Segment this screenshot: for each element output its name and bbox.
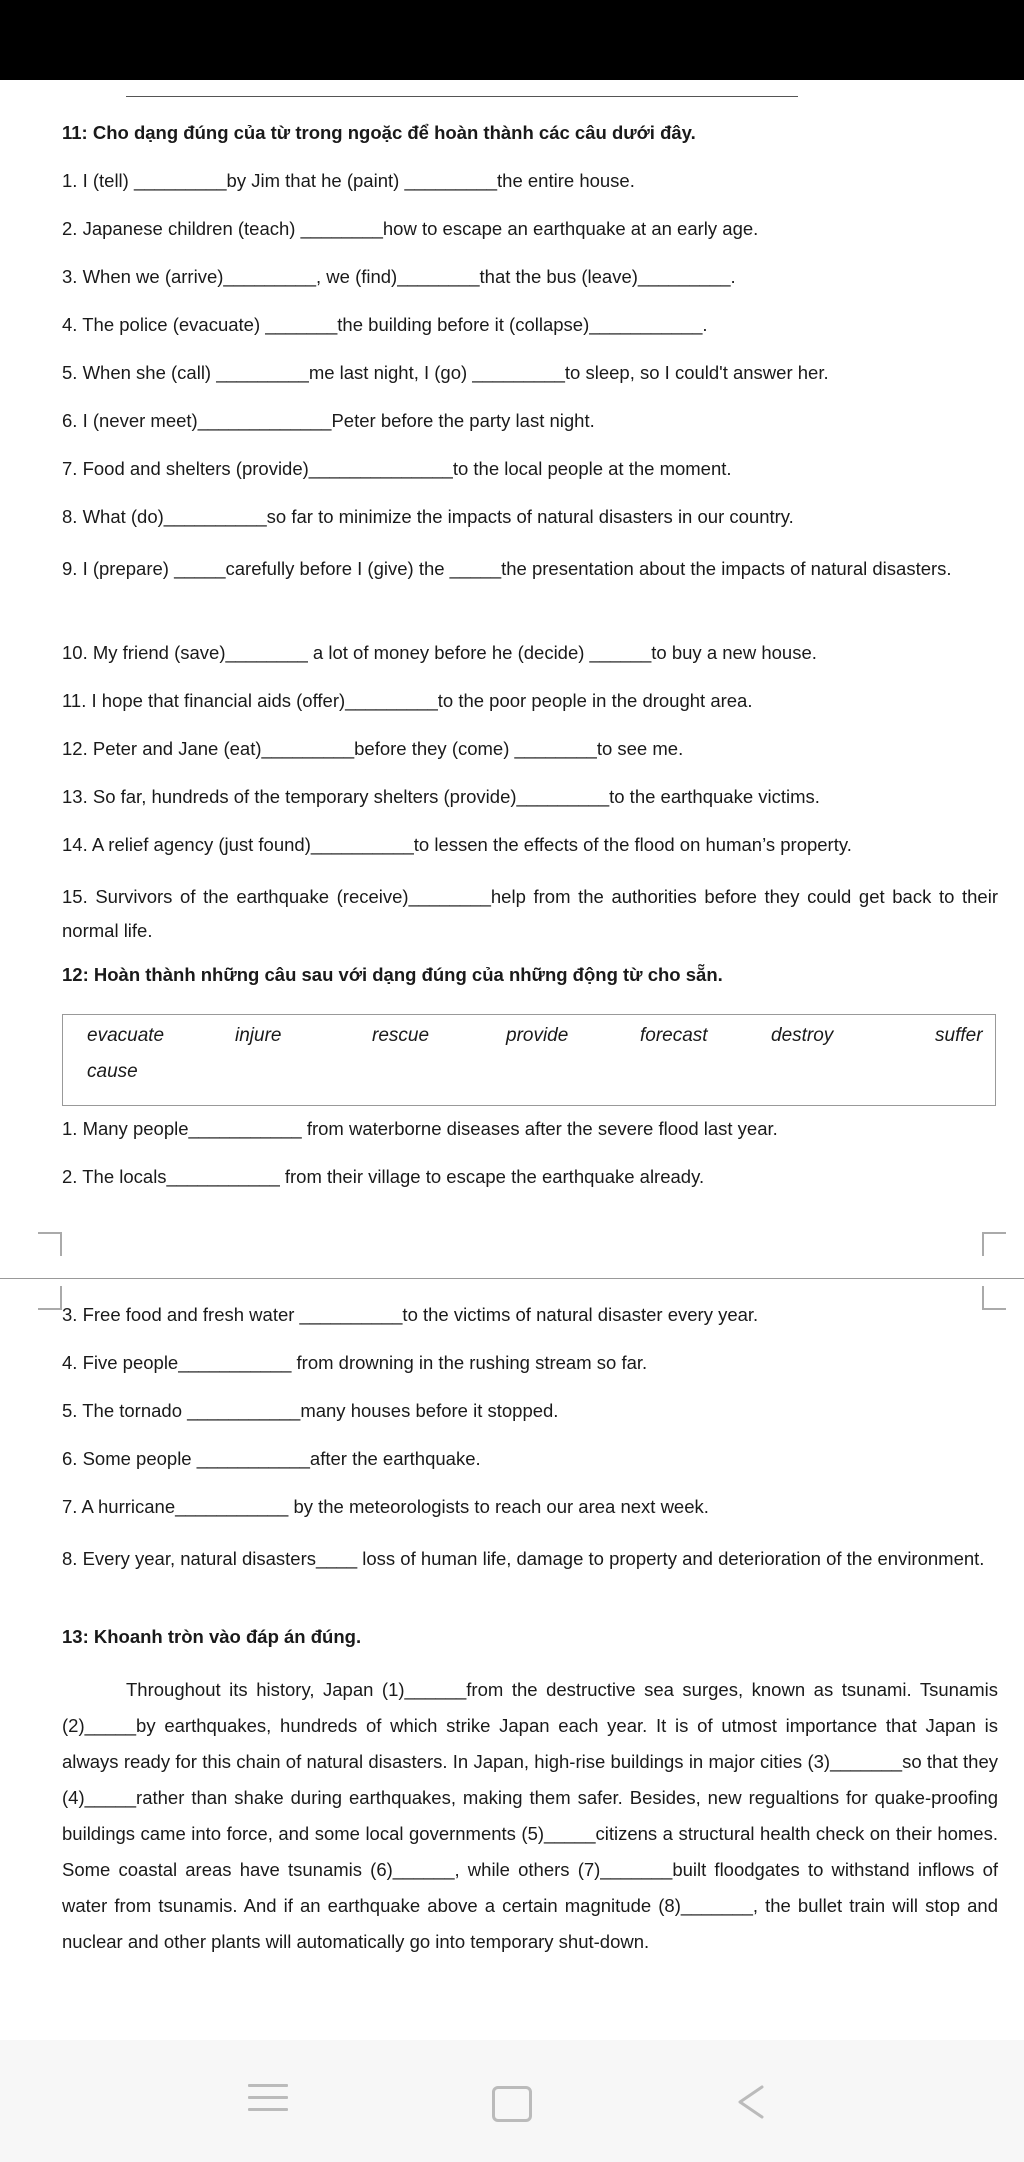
worksheet-page-2 xyxy=(62,1302,998,1960)
exercise-11-item: 2. Japanese children (teach) ________how to escape an earthquake at an early age. xyxy=(62,218,759,239)
exercise-11-item: 1. I (tell) _________by Jim that he (paint) _________the entire house. xyxy=(62,170,635,191)
exercise-11-item: 9. I (prepare) _____carefully before I (give) the _____the presentation about the impacts of natural disasters. xyxy=(62,558,952,579)
exercise-11-item: 6. I (never meet)_____________Peter before the party last night. xyxy=(62,410,595,431)
word-bank-item: destroy xyxy=(771,1025,834,1046)
exercise-11-item: 5. When she (call) _________me last night, I (go) _________to sleep, so I could't answer her. xyxy=(62,362,829,383)
section-12-heading: 12: Hoàn thành những câu sau với dạng đúng của những động từ cho sẵn. xyxy=(62,964,723,985)
menu-icon-bar xyxy=(248,2108,288,2111)
word-bank-item: forecast xyxy=(640,1025,708,1046)
menu-icon-bar xyxy=(248,2096,288,2099)
menu-icon[interactable] xyxy=(248,2084,288,2120)
section-11-heading: 11: Cho dạng đúng của từ trong ngoặc để hoàn thành các câu dưới đây. xyxy=(62,122,696,143)
menu-icon-bar xyxy=(248,2084,288,2087)
exercise-11-item: 15. Survivors of the earthquake (receive)________help from the authorities before they could get back to their normal life. xyxy=(62,886,998,941)
word-bank-item: suffer xyxy=(935,1025,983,1046)
exercise-11-item: 14. A relief agency (just found)__________to lessen the effects of the flood on human’s property. xyxy=(62,834,852,855)
page-separator xyxy=(0,1278,1024,1279)
exercise-12-item: 5. The tornado ___________many houses before it stopped. xyxy=(62,1400,559,1421)
page-corner-mark xyxy=(38,1286,62,1310)
exercise-12-item: 2. The locals___________ from their village to escape the earthquake already. xyxy=(62,1166,705,1187)
worksheet-page-1 xyxy=(62,120,998,1010)
exercise-11-item: 11. I hope that financial aids (offer)_________to the poor people in the drought area. xyxy=(62,690,753,711)
page-corner-mark xyxy=(38,1232,62,1256)
exercise-12-item: 8. Every year, natural disasters____ loss of human life, damage to property and deterioration of the environment. xyxy=(62,1548,985,1569)
exercise-12-item: 6. Some people ___________after the earthquake. xyxy=(62,1448,481,1469)
reading-passage xyxy=(62,1672,998,1960)
word-bank-item: provide xyxy=(506,1025,569,1046)
word-bank-item: injure xyxy=(235,1025,282,1046)
exercise-11-item: 10. My friend (save)________ a lot of money before he (decide) ______to buy a new house. xyxy=(62,642,817,663)
back-icon[interactable] xyxy=(736,2084,766,2125)
word-bank-item: cause xyxy=(87,1061,138,1082)
page-corner-mark xyxy=(982,1232,1006,1256)
exercise-11-item: 8. What (do)__________so far to minimize the impacts of natural disasters in our country. xyxy=(62,506,794,527)
exercise-11-item: 3. When we (arrive)_________, we (find)________that the bus (leave)_________. xyxy=(62,266,736,287)
exercise-12-item: 7. A hurricane___________ by the meteorologists to reach our area next week. xyxy=(62,1496,709,1517)
home-icon[interactable] xyxy=(492,2086,532,2122)
section-13-heading: 13: Khoanh tròn vào đáp án đúng. xyxy=(62,1626,362,1647)
header-rule xyxy=(126,96,798,97)
section-12-items-page-1 xyxy=(62,1116,998,1212)
word-bank-item: rescue xyxy=(372,1025,430,1046)
word-bank-item: evacuate xyxy=(87,1025,165,1046)
exercise-11-item: 4. The police (evacuate) _______the building before it (collapse)___________. xyxy=(62,314,708,335)
exercise-11-item: 12. Peter and Jane (eat)_________before they (come) ________to see me. xyxy=(62,738,684,759)
exercise-11-item: 7. Food and shelters (provide)______________to the local people at the moment. xyxy=(62,458,732,479)
passage-text: Throughout its history, Japan (1)______from the destructive sea surges, known as tsunami. Tsunamis (2)_____by earthquakes, hundreds of which strike Japan each year. It is of utmost importance that Japan is always ready for this chain of natural disasters. In Japan, high-rise buildings in major cities (3)_______so that they (4)_____rather than shake during earthquakes, making them safer. Besides, new regualtions for quake-proofing buildings came into force, and some local governments (5)_____citizens a structural health check on their homes. Some coastal areas have tsunamis (6)______, while others (7)_______built floodgates to withstand inflows of water from tsunamis. And if an earthquake above a certain magnitude (8)_______, the bullet train will stop and nuclear and other plants will automatically go into temporary shut-down. xyxy=(62,1679,998,1952)
exercise-11-item: 13. So far, hundreds of the temporary shelters (provide)_________to the earthquake victims. xyxy=(62,786,820,807)
top-black-bar xyxy=(0,0,1024,80)
exercise-12-item: 4. Five people___________ from drowning in the rushing stream so far. xyxy=(62,1352,648,1373)
word-bank-box xyxy=(62,1014,996,1106)
exercise-12-item: 3. Free food and fresh water __________to the victims of natural disaster every year. xyxy=(62,1304,759,1325)
exercise-12-item: 1. Many people___________ from waterborne diseases after the severe flood last year. xyxy=(62,1118,778,1139)
android-navigation-bar xyxy=(0,2040,1024,2162)
